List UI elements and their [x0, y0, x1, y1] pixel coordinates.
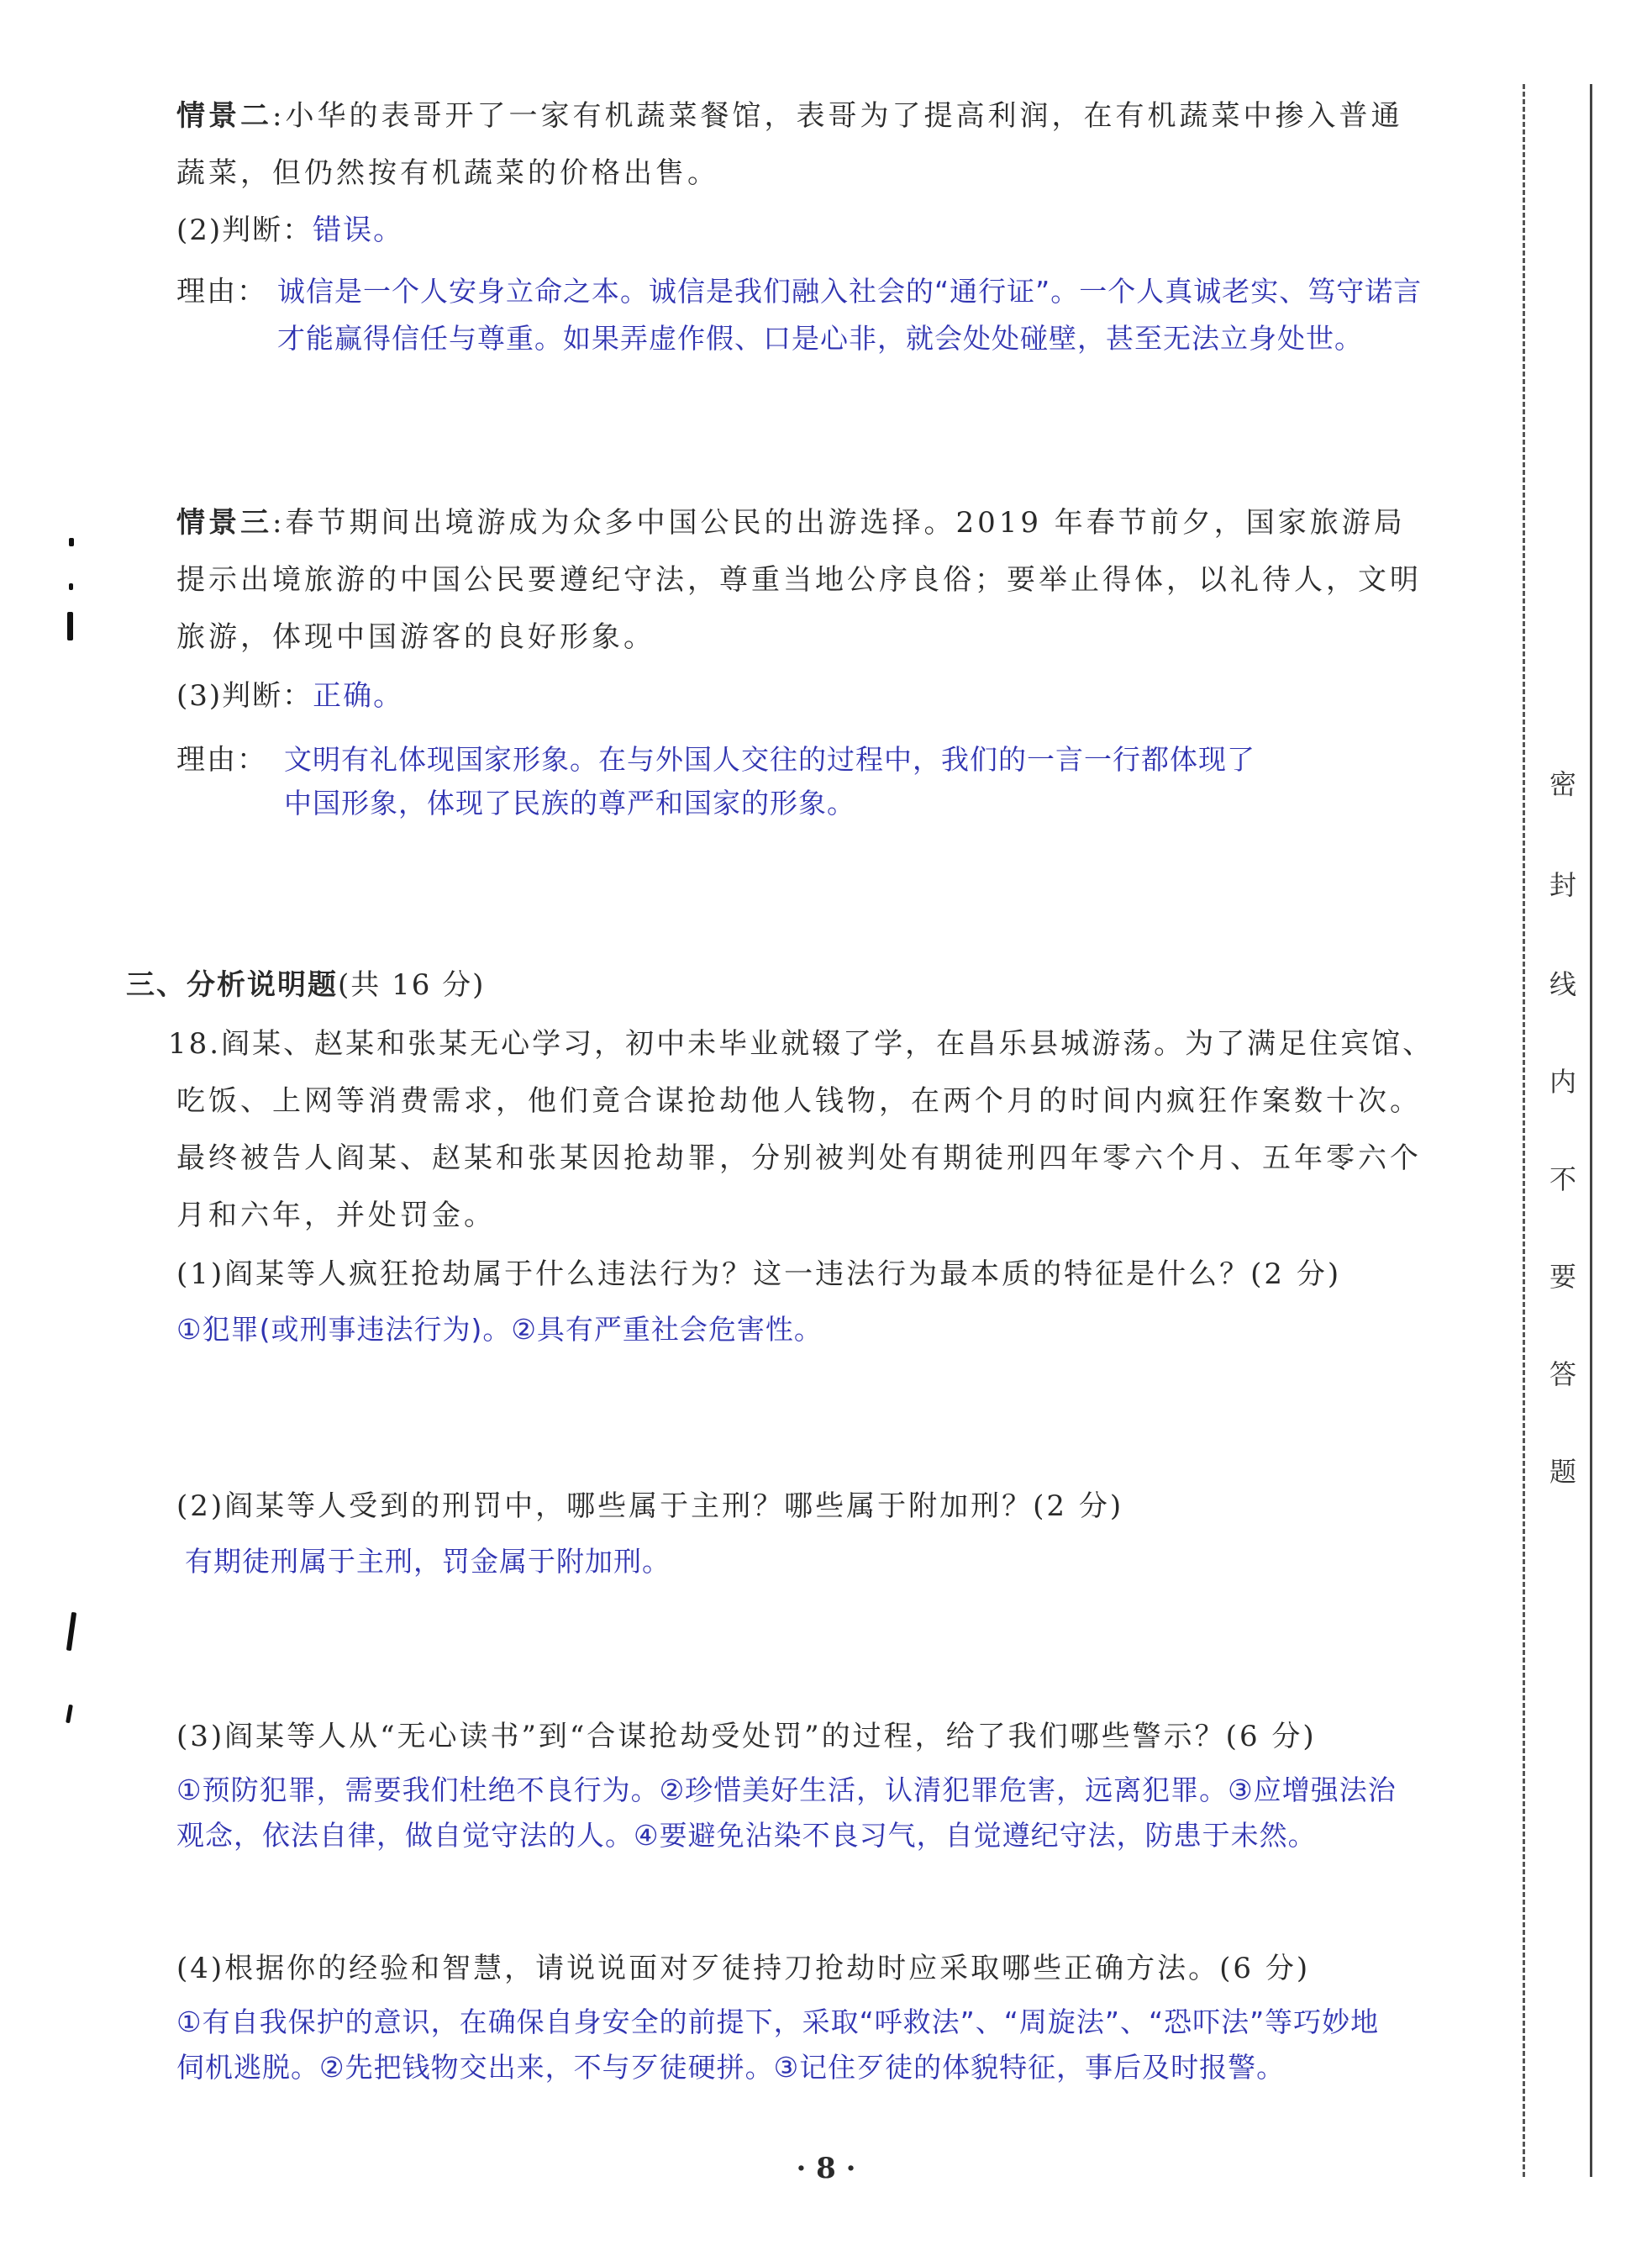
- sub1-answer: ①犯罪(或刑事违法行为)。②具有严重社会危害性。: [176, 1313, 823, 1346]
- q18-line1: 18.阎某、赵某和张某无心学习，初中未毕业就辍了学，在昌乐县城游荡。为了满足住宾馆、: [168, 1027, 1434, 1061]
- section-heading: 三、分析说明题: [126, 968, 338, 1002]
- scenario2-reason-line1: 诚信是一个人安身立命之本。诚信是我们融入社会的“通行证”。一个人真诚老实、笃守诺言: [277, 275, 1423, 308]
- seal-char: 题: [1549, 1456, 1576, 1488]
- scenario3-label: 情景三: [176, 506, 272, 540]
- scenario3-reason-line1: 文明有礼体现国家形象。在与外国人交往的过程中，我们的一言一行都体现了: [284, 743, 1255, 776]
- sub4-question: (4)根据你的经验和智慧，请说说面对歹徒持刀抢劫时应采取哪些正确方法。(6 分): [176, 1952, 1311, 1985]
- scenario3-text1: :春节期间出境游成为众多中国公民的出游选择。2019 年春节前夕，国家旅游局: [272, 506, 1406, 540]
- scenario2-reason-label: 理由：: [176, 275, 267, 308]
- seal-char: 要: [1549, 1261, 1576, 1293]
- scenario3-line1: [176, 506, 1406, 540]
- seal-char: 不: [1549, 1163, 1576, 1195]
- seal-char: 线: [1549, 968, 1576, 1000]
- judge-label: (2)判断：: [176, 213, 313, 247]
- scenario2-text1: :小华的表哥开了一家有机蔬菜餐馆，表哥为了提高利润，在有机蔬菜中掺入普通: [272, 99, 1403, 133]
- sub2-answer: 有期徒刑属于主刑，罚金属于附加刑。: [185, 1545, 671, 1578]
- seal-char: 答: [1549, 1358, 1576, 1390]
- scenario2-judge: [176, 213, 403, 247]
- seal-char: 封: [1549, 869, 1576, 901]
- sub3-answer-line2: 观念，依法自律，做自觉守法的人。④要避免沾染不良习气，自觉遵纪守法，防患于未然。: [176, 1819, 1317, 1852]
- scan-mark: [69, 583, 73, 590]
- judge-answer: 错误。: [313, 213, 404, 247]
- sub4-answer-line2: 伺机逃脱。②先把钱物交出来，不与歹徒硬拼。③记住歹徒的体貌特征，事后及时报警。: [176, 2051, 1286, 2084]
- seal-char: 内: [1549, 1066, 1576, 1098]
- q18-line3: 最终被告人阎某、赵某和张某因抢劫罪，分别被判处有期徒刑四年零六个月、五年零六个: [176, 1141, 1422, 1175]
- binding-edge-line: [1590, 84, 1592, 2177]
- scenario2-label: 情景二: [176, 99, 272, 133]
- sub3-answer-line1: ①预防犯罪，需要我们杜绝不良行为。②珍惜美好生活，认清犯罪危害，远离犯罪。③应增强法治: [176, 1773, 1397, 1806]
- page-number: · 8 ·: [796, 2152, 856, 2185]
- scenario2-reason-line2: 才能赢得信任与尊重。如果弄虚作假、口是心非，就会处处碰壁，甚至无法立身处世。: [277, 322, 1363, 355]
- scan-mark: [66, 1705, 73, 1724]
- scenario3-line3: 旅游，体现中国游客的良好形象。: [176, 620, 655, 654]
- sub3-question: (3)阎某等人从“无心读书”到“合谋抢劫受处罚”的过程，给了我们哪些警示？(6 分): [176, 1720, 1317, 1753]
- scenario3-reason-line2: 中国形象，体现了民族的尊严和国家的形象。: [284, 787, 855, 820]
- scenario2-line1: [176, 99, 1402, 133]
- scan-mark: [69, 538, 74, 546]
- scenario3-judge: [176, 679, 403, 713]
- scenario3-reason-label: 理由：: [176, 743, 267, 777]
- judge-label: (3)判断：: [176, 679, 313, 713]
- section3-heading-line: [126, 968, 485, 1002]
- scan-mark: [66, 1612, 76, 1651]
- scenario3-line2: 提示出境旅游的中国公民要遵纪守法，尊重当地公序良俗；要举止得体，以礼待人，文明: [176, 563, 1422, 597]
- seal-char: 密: [1549, 768, 1576, 800]
- seal-dashed-line: [1523, 84, 1525, 2177]
- scan-mark: [67, 612, 73, 640]
- q18-line4: 月和六年，并处罚金。: [176, 1199, 496, 1232]
- section-points: (共 16 分): [338, 968, 486, 1002]
- sub1-question: (1)阎某等人疯狂抢劫属于什么违法行为？这一违法行为最本质的特征是什么？(2 分): [176, 1257, 1342, 1291]
- judge-answer: 正确。: [313, 679, 404, 713]
- q18-line2: 吃饭、上网等消费需求，他们竟合谋抢劫他人钱物，在两个月的时间内疯狂作案数十次。: [176, 1084, 1422, 1118]
- sub2-question: (2)阎某等人受到的刑罚中，哪些属于主刑？哪些属于附加刑？(2 分): [176, 1489, 1124, 1523]
- sub4-answer-line1: ①有自我保护的意识，在确保自身安全的前提下，采取“呼救法”、“周旋法”、“恐吓法”等巧妙地: [176, 2005, 1380, 2038]
- scenario2-line2: 蔬菜，但仍然按有机蔬菜的价格出售。: [176, 156, 719, 190]
